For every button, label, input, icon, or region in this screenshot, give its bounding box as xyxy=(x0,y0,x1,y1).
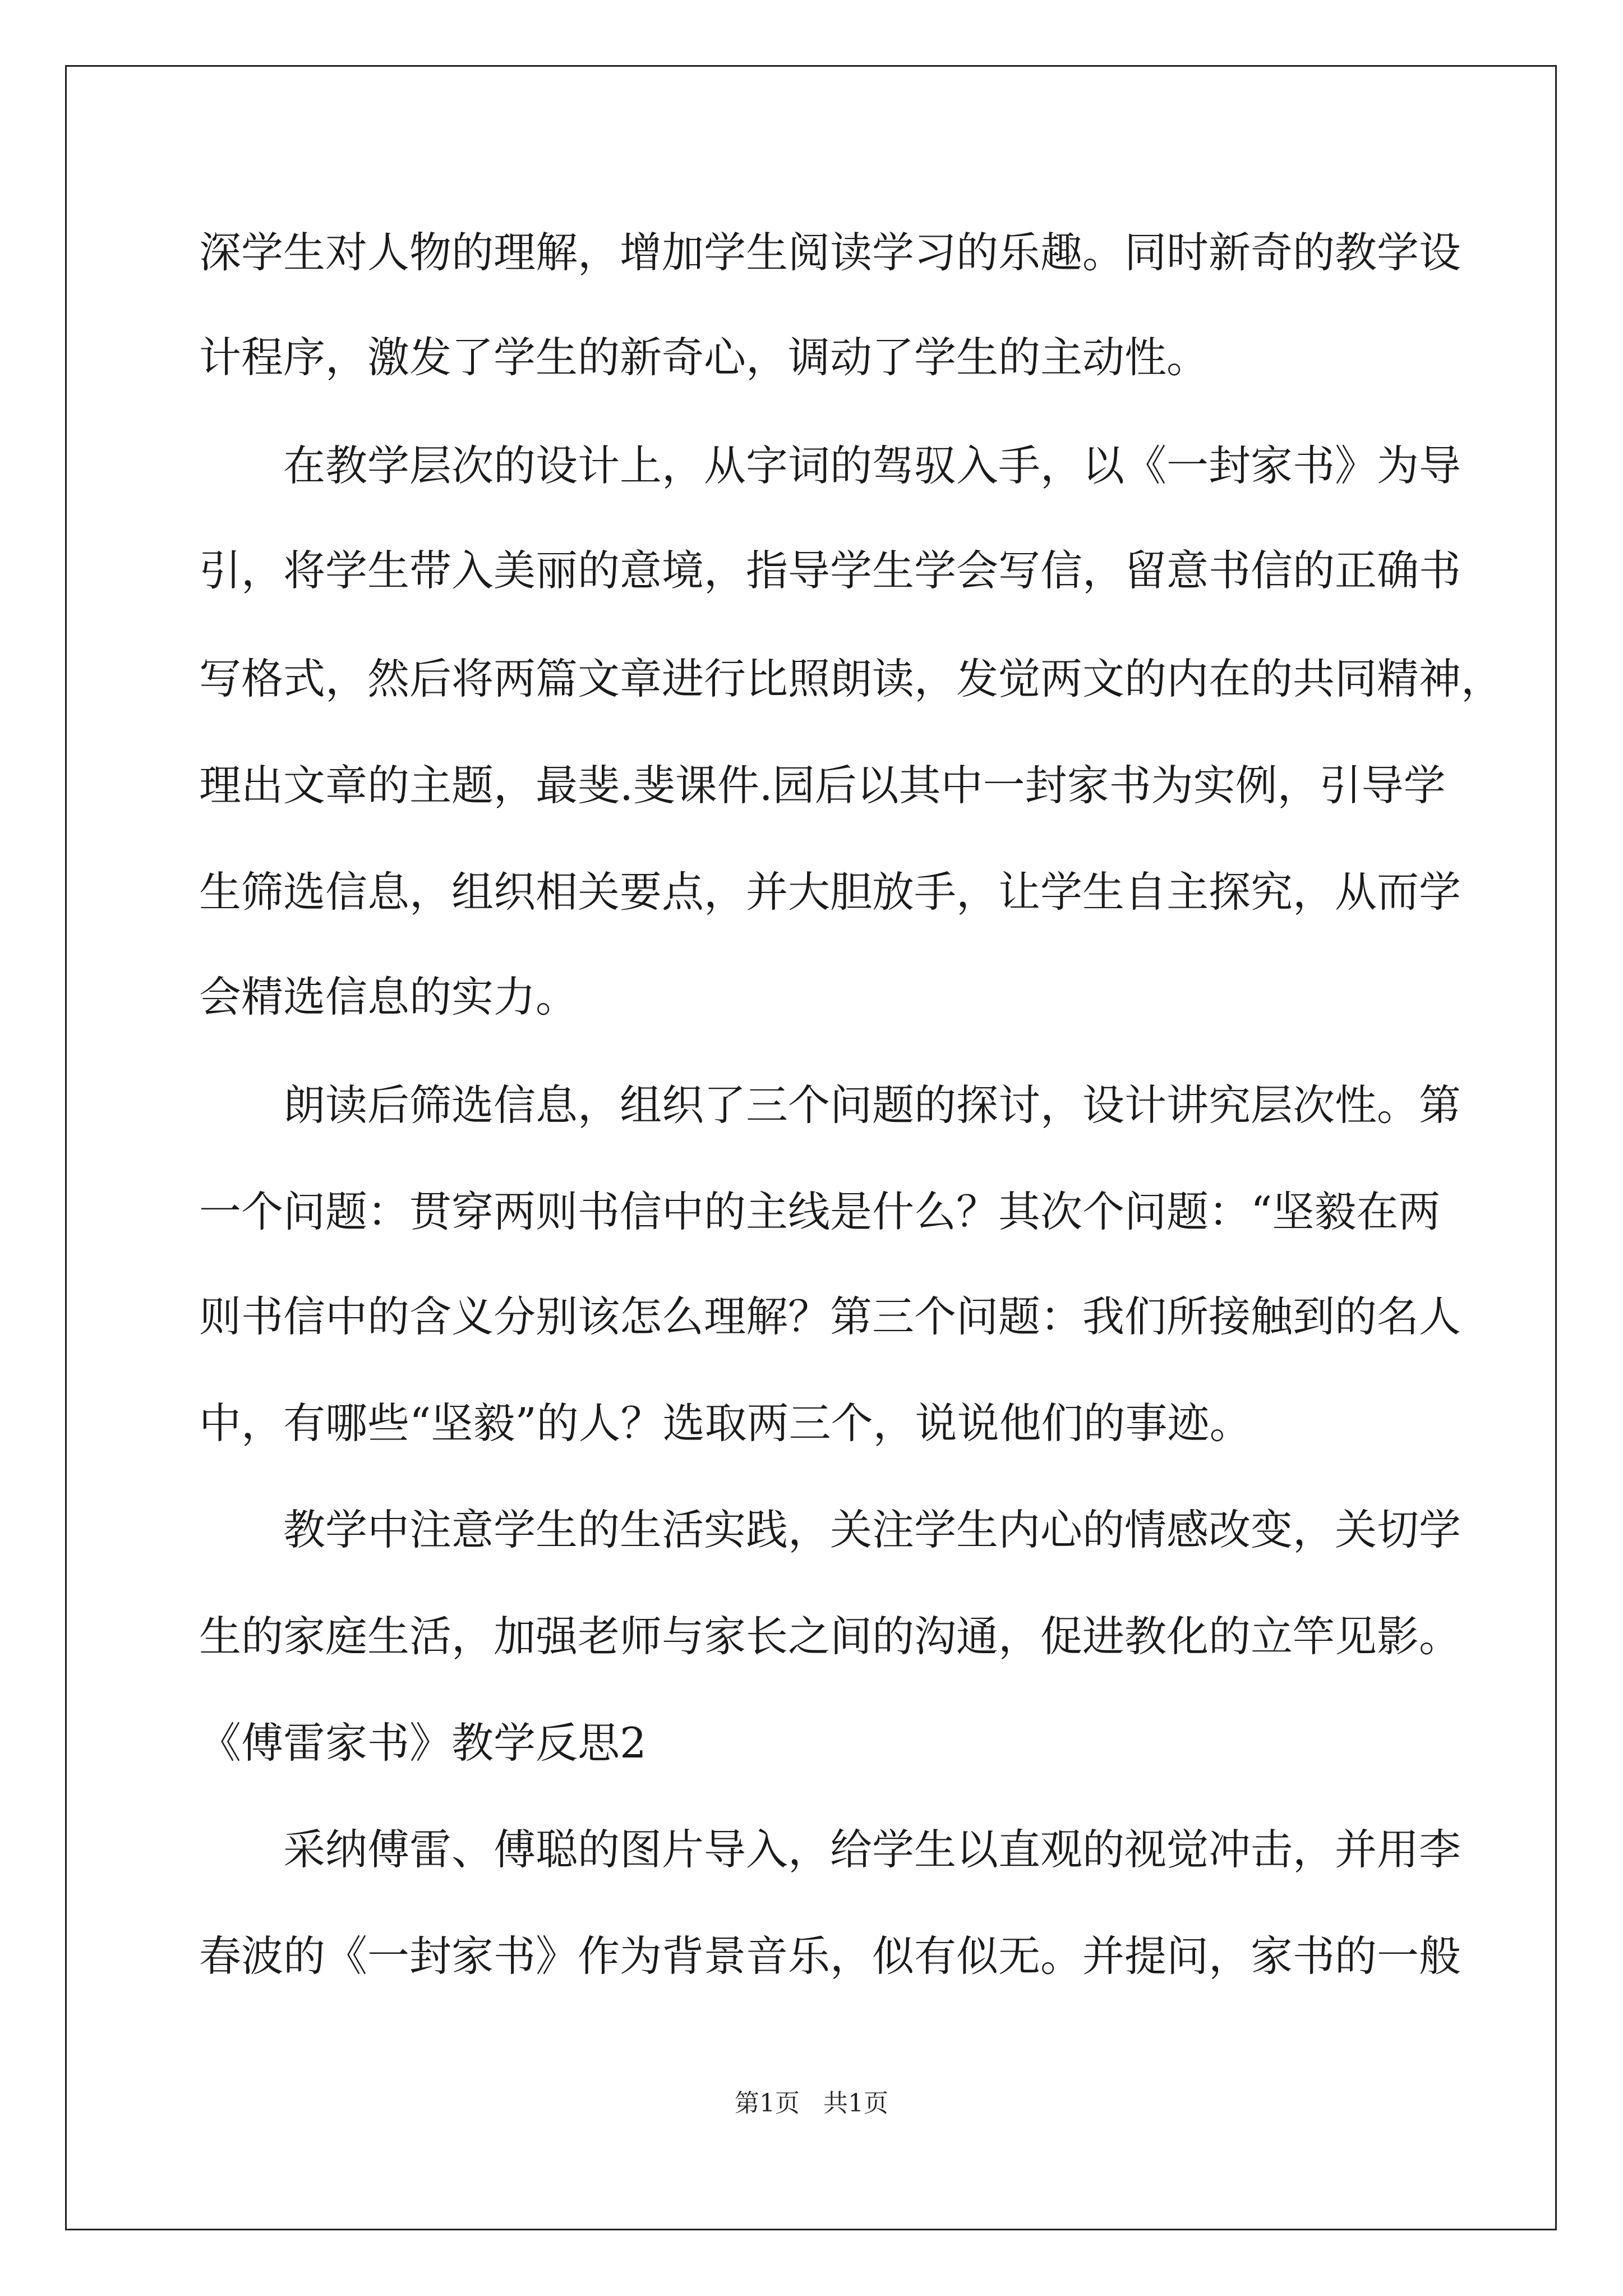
paragraph-start-line: 采纳傅雷、傅聪的图片导入，给学生以直观的视觉冲击，并用李 xyxy=(283,1825,1461,1874)
text-line: 春波的《一封家书》作为背景音乐，似有似无。并提问，家书的一般 xyxy=(199,1931,1461,1981)
page-number-footer: 第1页 共1页 xyxy=(735,2089,888,2118)
section-heading: 《傅雷家书》教学反思2 xyxy=(199,1718,647,1768)
text-line: 理出文章的主题，最斐.斐课件.园后以其中一封家书为实例，引导学 xyxy=(199,761,1446,810)
paragraph-start-line: 教学中注意学生的生活实践，关注学生内心的情感改变，关切学 xyxy=(283,1505,1461,1554)
text-line: 中，有哪些“坚毅”的人？选取两三个，说说他们的事迹。 xyxy=(199,1398,1252,1448)
text-line: 深学生对人物的理解，增加学生阅读学习的乐趣。同时新奇的教学设 xyxy=(199,228,1461,277)
text-line: 一个问题：贯穿两则书信中的主线是什么？其次个问题：“坚毅在两 xyxy=(199,1187,1441,1236)
text-line: 计程序，激发了学生的新奇心，调动了学生的主动性。 xyxy=(199,333,1209,382)
text-line: 生筛选信息，组织相关要点，并大胆放手，让学生自主探究，从而学 xyxy=(199,867,1461,917)
paragraph-start-line: 在教学层次的设计上，从字词的驾驭入手，以《一封家书》为导 xyxy=(283,441,1461,490)
page-border xyxy=(65,65,1557,2230)
text-line: 生的家庭生活，加强老师与家长之间的沟通，促进教化的立竿见影。 xyxy=(199,1612,1461,1661)
text-line: 则书信中的含义分别该怎么理解？第三个问题：我们所接触到的名人 xyxy=(199,1292,1461,1341)
text-line: 引，将学生带入美丽的意境，指导学生学会写信，留意书信的正确书 xyxy=(199,546,1461,595)
paragraph-start-line: 朗读后筛选信息，组织了三个问题的探讨，设计讲究层次性。第 xyxy=(283,1080,1461,1130)
text-line: 会精选信息的实力。 xyxy=(199,972,578,1022)
text-line: 写格式，然后将两篇文章进行比照朗读，发觉两文的内在的共同精神， xyxy=(199,654,1504,703)
